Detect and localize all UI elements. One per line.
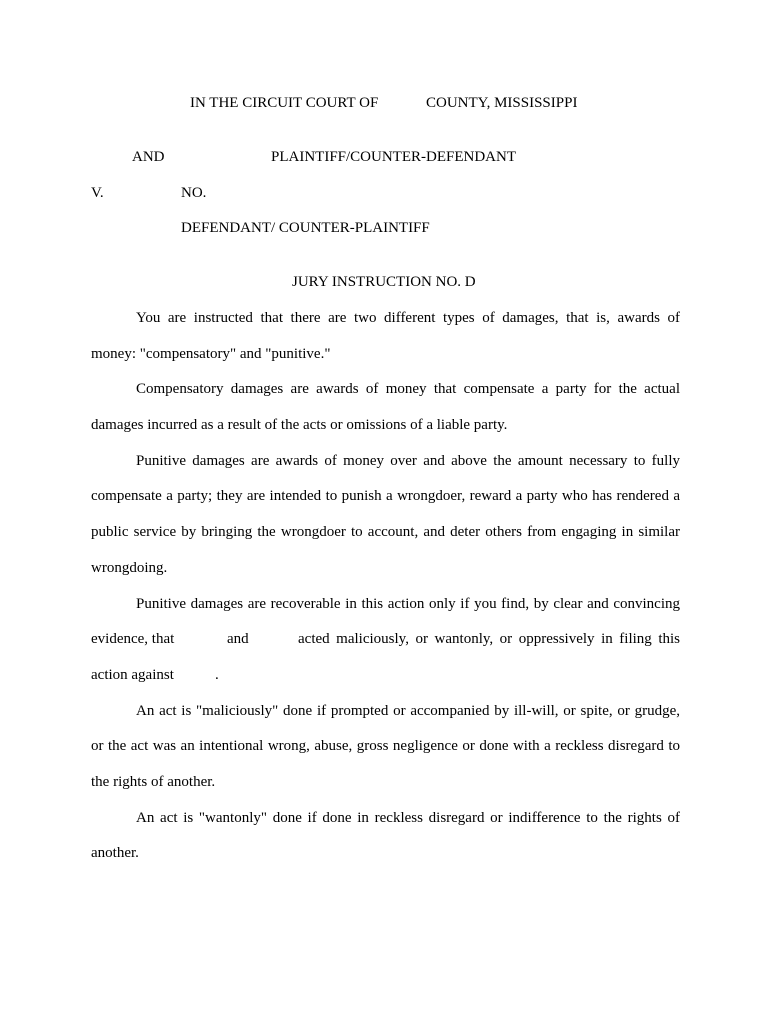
case-number-label: NO. bbox=[181, 185, 207, 201]
paragraph-line: Compensatory damages are awards of money that compensate a party for the actual bbox=[136, 381, 680, 397]
defendant-label: DEFENDANT/ COUNTER-PLAINTIFF bbox=[181, 220, 430, 236]
paragraph-line: public service by bringing the wrongdoer to account, and deter others from engaging in similar bbox=[91, 524, 680, 540]
paragraph-line: or the act was an intentional wrong, abuse, gross negligence or done with a reckless disregard to bbox=[91, 738, 680, 754]
party-and-label: AND bbox=[132, 149, 165, 165]
paragraph-line: An act is "wantonly" done if done in reckless disregard or indifference to the rights of bbox=[136, 810, 680, 826]
paragraph-line: wrongdoing. bbox=[91, 560, 168, 576]
paragraph-line: compensate a party; they are intended to punish a wrongdoer, reward a party who has rendered a bbox=[91, 488, 680, 504]
paragraph-fragment: and bbox=[227, 631, 249, 647]
instruction-title: JURY INSTRUCTION NO. D bbox=[292, 274, 476, 290]
paragraph-fragment: acted maliciously, or wantonly, or oppressively in filing this bbox=[298, 631, 680, 647]
paragraph-fragment: action against bbox=[91, 667, 174, 683]
paragraph-line: another. bbox=[91, 845, 139, 861]
paragraph-line: the rights of another. bbox=[91, 774, 216, 790]
paragraph-line: money: "compensatory" and "punitive." bbox=[91, 346, 331, 362]
paragraph-fragment: . bbox=[215, 667, 219, 683]
paragraph-line: An act is "maliciously" done if prompted or accompanied by ill-will, or spite, or grudge, bbox=[136, 703, 680, 719]
paragraph-line: Punitive damages are awards of money over and above the amount necessary to fully bbox=[136, 453, 680, 469]
paragraph-line: Punitive damages are recoverable in this action only if you find, by clear and convincing bbox=[136, 596, 680, 612]
paragraph-line: You are instructed that there are two different types of damages, that is, awards of bbox=[136, 310, 680, 326]
paragraph-fragment: evidence, that bbox=[91, 631, 175, 647]
paragraph-line: damages incurred as a result of the acts or omissions of a liable party. bbox=[91, 417, 508, 433]
court-county-state: COUNTY, MISSISSIPPI bbox=[426, 95, 578, 111]
court-name-left: IN THE CIRCUIT COURT OF bbox=[190, 95, 379, 111]
plaintiff-label: PLAINTIFF/COUNTER-DEFENDANT bbox=[271, 149, 516, 165]
versus-label: V. bbox=[91, 185, 104, 201]
